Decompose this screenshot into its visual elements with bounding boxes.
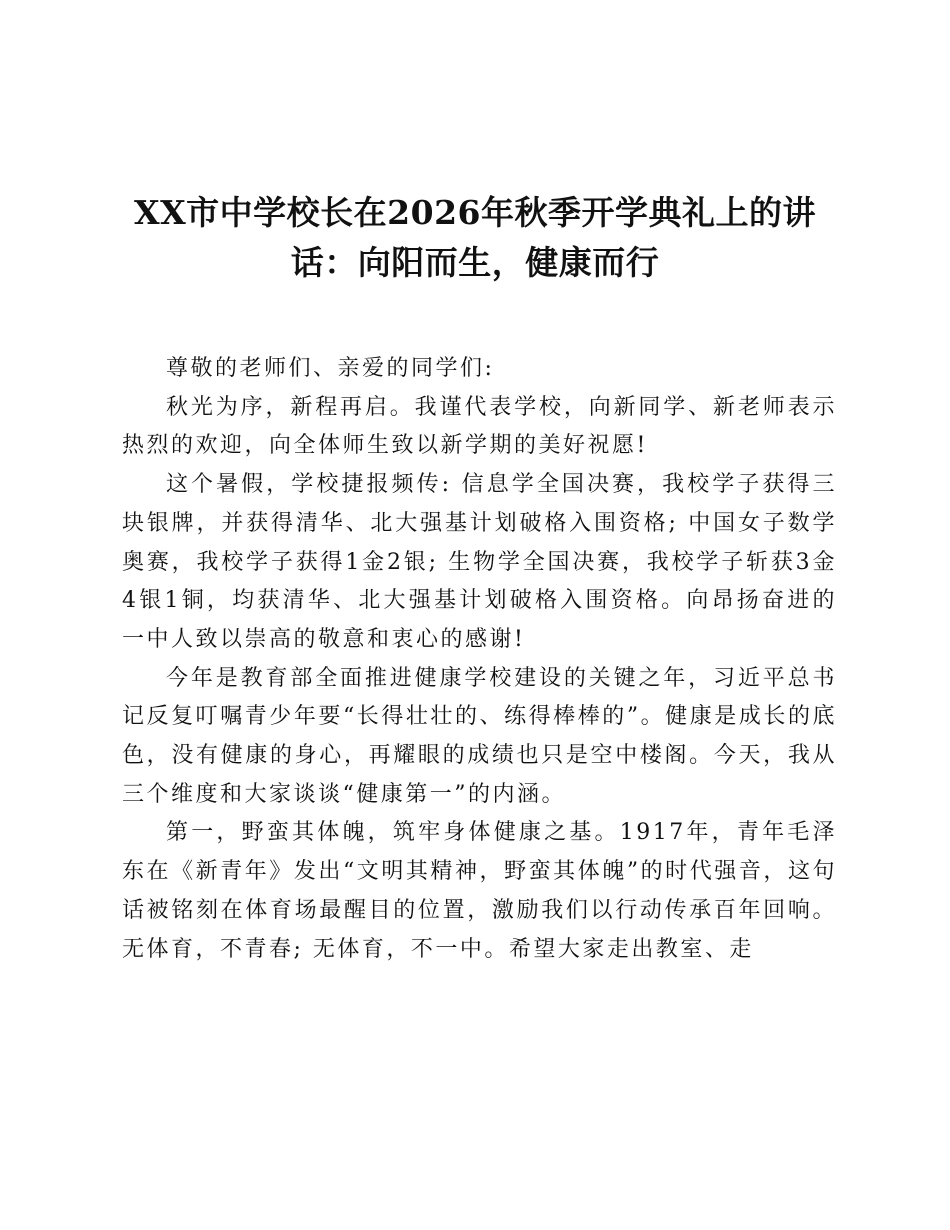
paragraph-welcome: 秋光为序，新程再启。我谨代表学校，向新同学、新老师表示热烈的欢迎，向全体师生致以新学期的美好祝愿!	[122, 394, 837, 459]
speech-body	[122, 350, 837, 969]
paragraph-achievements: 这个暑假，学校捷报频传: 信息学全国决赛，我校学子获得三块银牌，并获得清华、北大强基计划破格入围资格; 中国女子数学奥赛，我校学子获得1金2银; 生物学全国决赛，我校学子斩获3金4银1铜，均获清华、北大强基计划破格入围资格。向昂扬奋进的一中人致以崇高的敬意和衷心的感谢!	[122, 472, 837, 652]
paragraph-point-one: 第一，野蛮其体魄，筑牢身体健康之基。1917年，青年毛泽东在《新青年》发出“文明其精神，野蛮其体魄”的时代强音，这句话被铭刻在体育场最醒目的位置，激励我们以行动传承百年回响。无体育，不青春; 无体育，不一中。希望大家走出教室、走	[122, 820, 837, 962]
paragraph-health-intro: 今年是教育部全面推进健康学校建设的关键之年，习近平总书记反复叮嘱青少年要“长得壮壮的、练得棒棒的”。健康是成长的底色，没有健康的身心，再耀眼的成绩也只是空中楼阁。今天，我从三个维度和大家谈谈“健康第一”的内涵。	[122, 665, 837, 807]
page-title: XX市中学校长在2026年秋季开学典礼上的讲话：向阳而生，健康而行	[133, 193, 817, 283]
paragraph-salutation: 尊敬的老师们、亲爱的同学们:	[166, 356, 495, 381]
